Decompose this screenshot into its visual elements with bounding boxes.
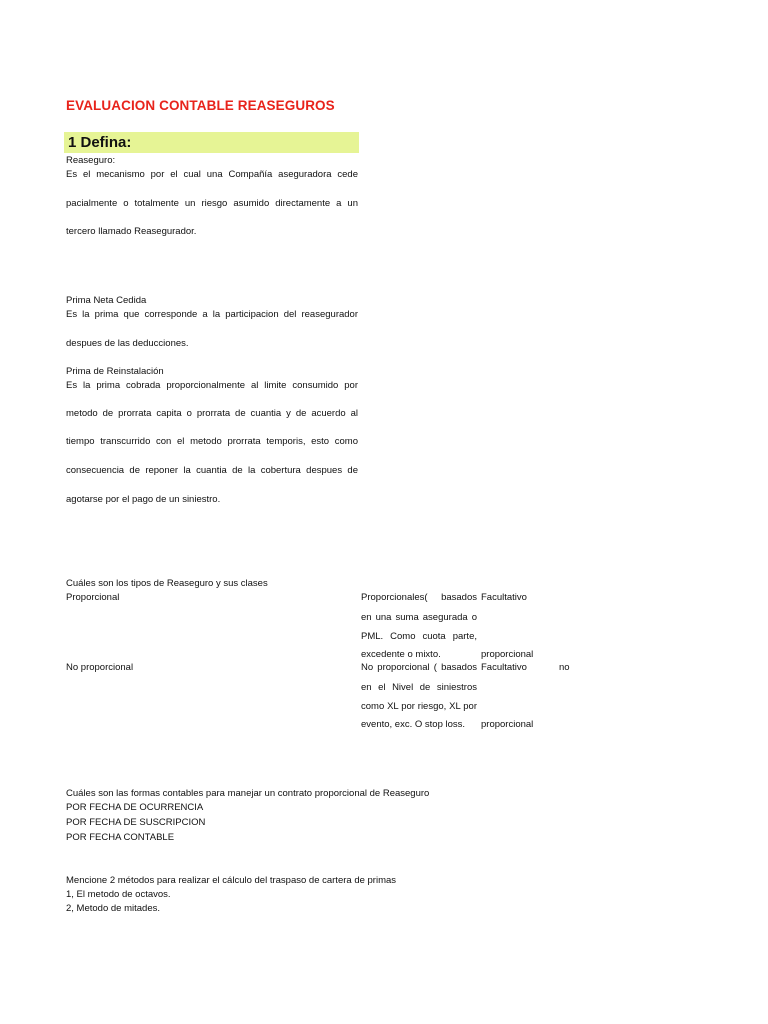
facultativo-no: no bbox=[559, 662, 570, 673]
label-proporcional: Proporcional bbox=[66, 592, 120, 603]
section-heading: 1 Defina: bbox=[64, 132, 359, 153]
forma-item: POR FECHA DE SUSCRIPCION bbox=[66, 817, 206, 828]
facultativo-label: Facultativo bbox=[481, 662, 527, 673]
definition-line: tiempo transcurrido con el metodo prorrata temporis, esto como bbox=[66, 436, 358, 447]
metodo-item: 2, Metodo de mitades. bbox=[66, 903, 160, 914]
proporcional-desc-line: en una suma asegurada o bbox=[361, 612, 477, 623]
definition-line: tercero llamado Reasegurador. bbox=[66, 226, 197, 237]
forma-item: POR FECHA CONTABLE bbox=[66, 832, 175, 843]
definition-line: consecuencia de reponer la cuantia de la cobertura despues de bbox=[66, 465, 358, 476]
question-formas: Cuáles son las formas contables para manejar un contrato proporcional de Reaseguro bbox=[66, 788, 430, 799]
definition-line: Es la prima que corresponde a la participacion del reasegurador bbox=[66, 309, 358, 320]
no-proporcional-desc-line: en el Nivel de siniestros bbox=[361, 682, 477, 693]
term-reaseguro: Reaseguro: bbox=[66, 155, 116, 166]
definition-line: Es la prima cobrada proporcionalmente al limite consumido por bbox=[66, 380, 358, 391]
no-proporcional-desc-line: No proporcional ( basados bbox=[361, 662, 477, 673]
definition-line: Es el mecanismo por el cual una Compañía aseguradora cede bbox=[66, 169, 358, 180]
question-metodos: Mencione 2 métodos para realizar el cálculo del traspaso de cartera de primas bbox=[66, 875, 397, 886]
proporcional-desc-line: Proporcionales( basados bbox=[361, 592, 477, 603]
no-proporcional-desc-line: evento, exc. O stop loss. bbox=[361, 719, 466, 730]
term-prima-neta-cedida: Prima Neta Cedida bbox=[66, 295, 147, 306]
document-title: EVALUACION CONTABLE REASEGUROS bbox=[66, 98, 335, 113]
label-no-proporcional: No proporcional bbox=[66, 662, 134, 673]
definition-line: pacialmente o totalmente un riesgo asumido directamente a un bbox=[66, 198, 358, 209]
facultativo-proporcional: proporcional bbox=[481, 719, 534, 730]
facultativo-label: Facultativo bbox=[481, 592, 527, 603]
definition-line: despues de las deducciones. bbox=[66, 338, 189, 349]
no-proporcional-desc-line: como XL por riesgo, XL por bbox=[361, 701, 477, 712]
proporcional-desc-line: excedente o mixto. bbox=[361, 649, 441, 660]
facultativo-proporcional: proporcional bbox=[481, 649, 534, 660]
proporcional-desc-line: PML. Como cuota parte, bbox=[361, 631, 477, 642]
metodo-item: 1, El metodo de octavos. bbox=[66, 889, 171, 900]
definition-line: metodo de prorrata capita o prorrata de cuantia y de acuerdo al bbox=[66, 408, 358, 419]
question-tipos: Cuáles son los tipos de Reaseguro y sus clases bbox=[66, 578, 268, 589]
forma-item: POR FECHA DE OCURRENCIA bbox=[66, 802, 204, 813]
definition-line: agotarse por el pago de un siniestro. bbox=[66, 494, 221, 505]
term-prima-reinstalacion: Prima de Reinstalación bbox=[66, 366, 164, 377]
